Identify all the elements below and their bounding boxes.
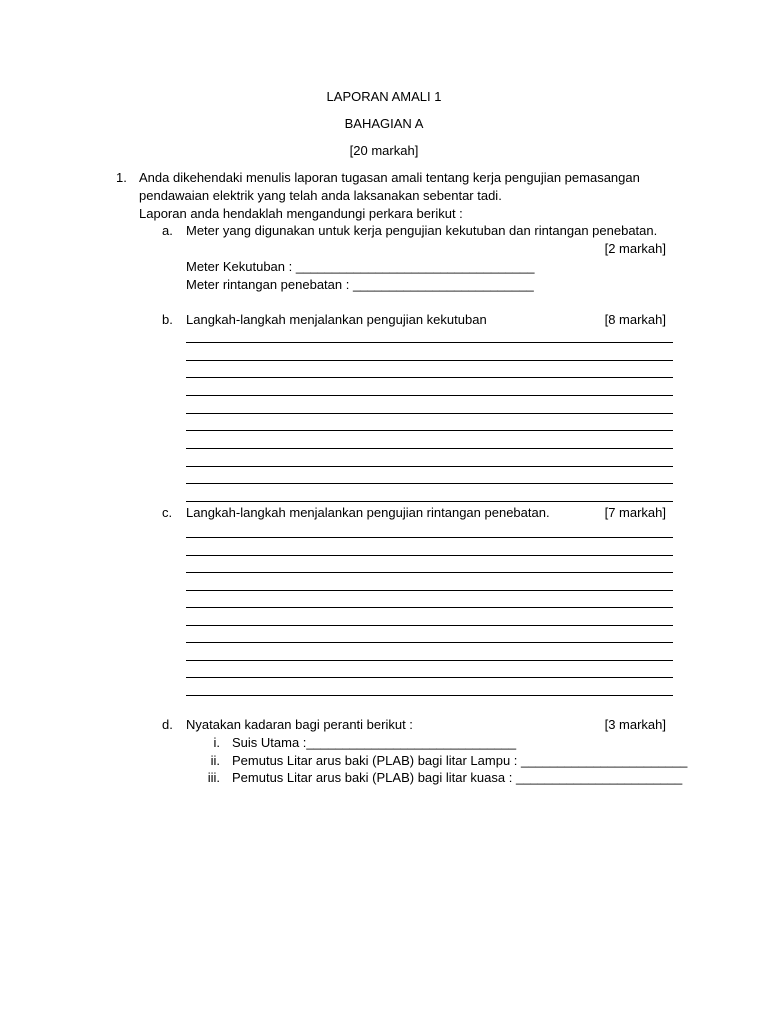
answer-line[interactable] — [186, 695, 673, 696]
part-b-label: b. — [162, 312, 173, 327]
answer-line[interactable] — [186, 466, 673, 467]
answer-line[interactable] — [186, 660, 673, 661]
answer-line[interactable] — [186, 677, 673, 678]
part-a-text: Meter yang digunakan untuk kerja pengujian kekutuban dan rintangan penebatan. — [186, 223, 658, 238]
answer-line[interactable] — [186, 377, 673, 378]
question-intro-line3: Laporan anda hendaklah mengandungi perkara berikut : — [139, 206, 463, 221]
part-d-text: Nyatakan kadaran bagi peranti berikut : — [186, 717, 413, 732]
part-a-label: a. — [162, 223, 173, 238]
part-d-marks: [3 markah] — [604, 717, 666, 732]
part-c-label: c. — [162, 505, 173, 520]
answer-line[interactable] — [186, 483, 673, 484]
part-d-label: d. — [162, 717, 173, 732]
answer-line[interactable] — [186, 642, 673, 643]
part-b-text: Langkah-langkah menjalankan pengujian kekutuban — [186, 312, 487, 327]
part-c-text: Langkah-langkah menjalankan pengujian rintangan penebatan. — [186, 505, 550, 520]
section-title: BAHAGIAN A — [344, 116, 424, 131]
document-title: LAPORAN AMALI 1 — [326, 89, 442, 104]
part-d-item-number: iii. — [207, 770, 220, 785]
meter-rintangan-field[interactable]: Meter rintangan penebatan : _________________________ — [186, 277, 534, 292]
answer-line[interactable] — [186, 537, 673, 538]
question-intro-line1: Anda dikehendaki menulis laporan tugasan amali tentang kerja pengujian pemasangan — [139, 170, 640, 185]
answer-line[interactable] — [186, 360, 673, 361]
part-c-marks: [7 markah] — [604, 505, 666, 520]
answer-line[interactable] — [186, 413, 673, 414]
part-b-marks: [8 markah] — [604, 312, 666, 327]
meter-kekutuban-field[interactable]: Meter Kekutuban : _________________________________ — [186, 259, 535, 274]
answer-line[interactable] — [186, 590, 673, 591]
answer-line[interactable] — [186, 555, 673, 556]
suis-utama-field[interactable]: Suis Utama :_____________________________ — [232, 735, 517, 750]
question-intro-line2: pendawaian elektrik yang telah anda laksanakan sebentar tadi. — [139, 188, 502, 203]
answer-line[interactable] — [186, 430, 673, 431]
plab-kuasa-field[interactable]: Pemutus Litar arus baki (PLAB) bagi litar kuasa : _______________________ — [232, 770, 683, 785]
total-marks: [20 markah] — [349, 143, 419, 158]
answer-line[interactable] — [186, 342, 673, 343]
question-number: 1. — [116, 170, 127, 185]
plab-lampu-field[interactable]: Pemutus Litar arus baki (PLAB) bagi litar Lampu : _______________________ — [232, 753, 688, 768]
part-a-marks: [2 markah] — [604, 241, 666, 256]
answer-line[interactable] — [186, 448, 673, 449]
answer-line[interactable] — [186, 501, 673, 502]
answer-line[interactable] — [186, 572, 673, 573]
part-d-item-number: i. — [213, 735, 220, 750]
answer-line[interactable] — [186, 625, 673, 626]
part-d-item-number: ii. — [210, 753, 220, 768]
answer-line[interactable] — [186, 395, 673, 396]
answer-line[interactable] — [186, 607, 673, 608]
